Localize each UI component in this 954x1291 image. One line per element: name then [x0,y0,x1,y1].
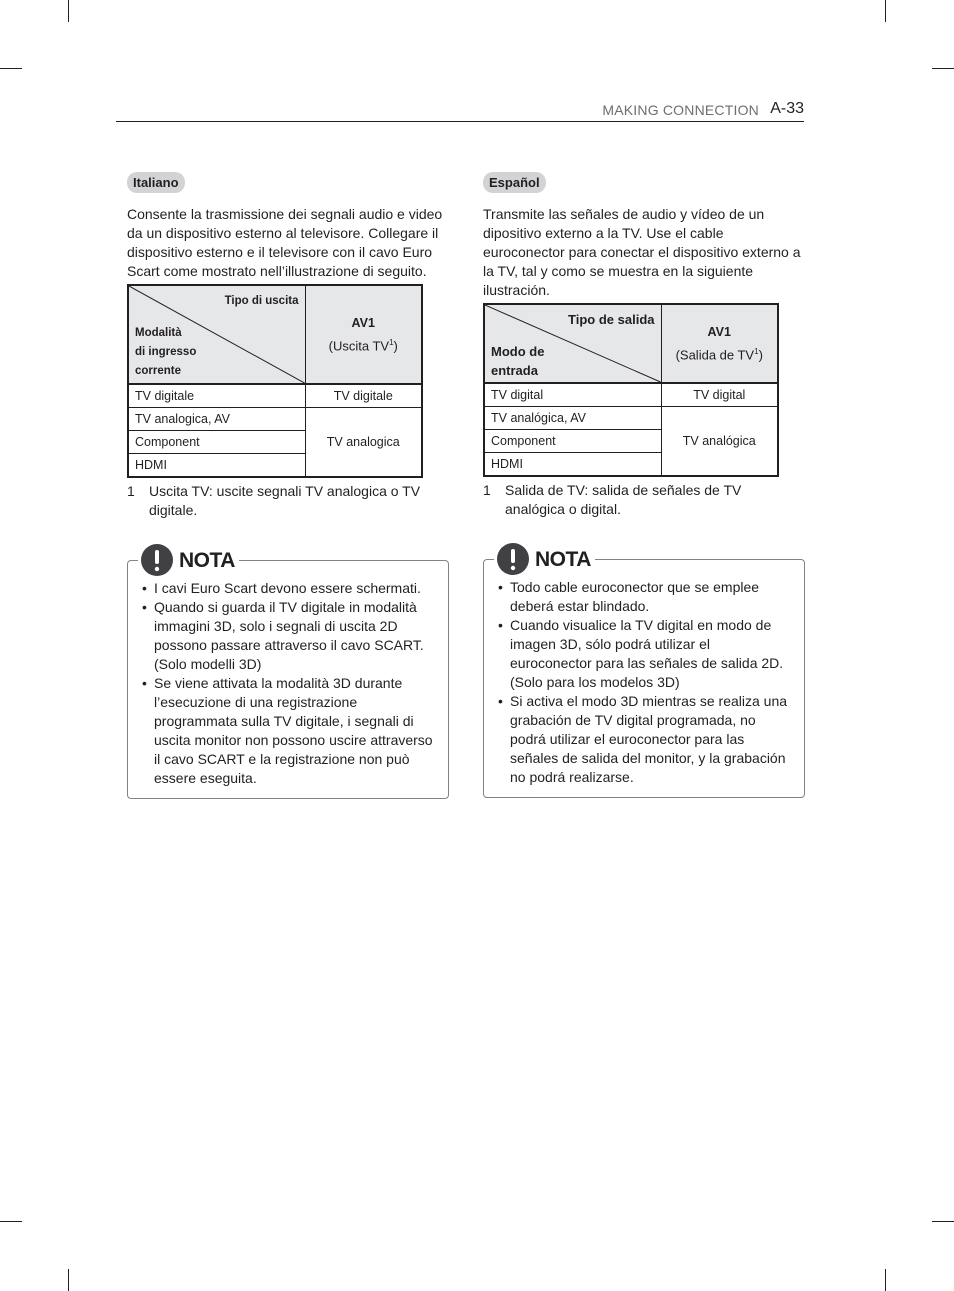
footnote-text: Salida de TV: salida de señales de TV analógica o digital. [505,482,742,517]
input-cell: HDMI [484,453,661,477]
note-title: NOTA [179,548,235,572]
footnote-text: Uscita TV: uscite segnali TV analogica o TV digitale. [149,483,421,518]
input-cell: TV digital [484,383,661,407]
output-cell: TV digital [661,383,778,407]
av1-subtitle-text: (Uscita TV [328,338,390,354]
output-type-label: Tipo di uscita [224,295,299,307]
output-cell: TV analogica [305,408,422,478]
footnote [127,482,449,520]
crop-mark [885,0,886,22]
crop-mark [68,0,69,22]
note-list [496,578,792,787]
crop-mark [932,68,954,69]
note-item: • Todo cable euroconector que se emplee deberá estar blindado. [496,578,792,616]
espanol-column [483,172,805,798]
note-box [127,548,449,799]
output-type-label: Tipo de salida [568,312,655,327]
table-row [128,408,422,431]
note-header [138,544,239,576]
table-row [128,384,422,408]
input-mode-line: corrente [135,365,182,377]
av1-subtitle [668,342,772,364]
note-item: • Se viene attivata la modalità 3D durante l’esecuzione di una registrazione programmata sulla TV digitale, i segnali di uscita monitor non possono uscire attraverso il cavo SCART e la registrazione non può essere eseguita. [140,674,436,788]
av1-header-cell [305,285,422,384]
input-mode-label [491,342,544,380]
language-badge: Español [483,172,546,193]
crop-mark [885,1269,886,1291]
note-item: • Cuando visualice la TV digital en modo de imagen 3D, sólo podrá utilizar el euroconector para las señales de salida 2D. (Solo para los modelos 3D) [496,616,792,692]
av1-subtitle-close: ) [758,347,763,363]
input-cell: TV digitale [128,384,305,408]
crop-mark [68,1269,69,1291]
output-cell: TV digitale [305,384,422,408]
input-cell: TV analogica, AV [128,408,305,431]
table-header-row [128,285,422,384]
table-header-row [484,304,778,383]
note-title: NOTA [535,547,591,571]
table-row [484,407,778,430]
input-mode-line: di ingresso [135,346,197,358]
italiano-column [127,172,449,799]
footnote-ref: 1 [754,346,759,356]
input-cell: HDMI [128,454,305,478]
language-badge: Italiano [127,172,185,193]
av1-subtitle-close: ) [393,338,398,354]
footnote [483,481,805,519]
footnote-number: 1 [127,483,135,499]
av1-title: AV1 [707,324,731,339]
header-rule [116,121,804,122]
av1-subtitle-text: (Salida de TV [675,347,755,363]
footnote-number: 1 [483,482,491,498]
input-mode-line: Modo de [491,344,545,359]
exclamation-icon [141,544,173,576]
note-list [140,579,436,788]
input-mode-line: entrada [491,363,538,378]
diagonal-header-cell [484,304,661,383]
intro-text: Transmite las señales de audio y vídeo de un dipositivo externo a la TV. Use el cable euroconector para conectar el dispositivo externo a la TV, tal y como se muestra en la siguiente ilustración. [483,206,801,298]
output-cell: TV analógica [661,407,778,477]
note-item: • Quando si guarda il TV digitale in modalità immagini 3D, solo i segnali di uscita 2D possono passare attraverso il cavo SCART. (Solo modelli 3D) [140,598,436,674]
note-header [494,543,595,575]
note-box [483,547,805,798]
av1-title: AV1 [351,315,375,330]
crop-mark [0,1221,22,1222]
connection-table [127,284,423,478]
note-item: • I cavi Euro Scart devono essere schermati. [140,579,436,598]
connection-table [483,303,779,477]
input-mode-line: Modalità [135,327,182,339]
page-number: A-33 [770,100,804,117]
intro-text: Consente la trasmissione dei segnali audio e video da un dispositivo esterno al televisore. Collegare il dispositivo esterno e il televisore con il cavo Euro Scart come mostrato nell’illustrazione di seguito. [127,206,443,279]
input-cell: Component [484,430,661,453]
input-cell: TV analógica, AV [484,407,661,430]
av1-subtitle [312,333,416,355]
exclamation-icon [497,543,529,575]
input-mode-label [135,324,196,381]
crop-mark [932,1221,954,1222]
diagonal-header-cell [128,285,305,384]
section-label: MAKING CONNECTION [602,102,759,118]
note-item: • Si activa el modo 3D mientras se realiza una grabación de TV digital programada, no podrá utilizar el euroconector para las señales de salida del monitor, y la grabación no podrá realizarse. [496,692,792,787]
footnote-ref: 1 [389,337,394,347]
table-row [484,383,778,407]
input-cell: Component [128,431,305,454]
av1-header-cell [661,304,778,383]
crop-mark [0,68,22,69]
